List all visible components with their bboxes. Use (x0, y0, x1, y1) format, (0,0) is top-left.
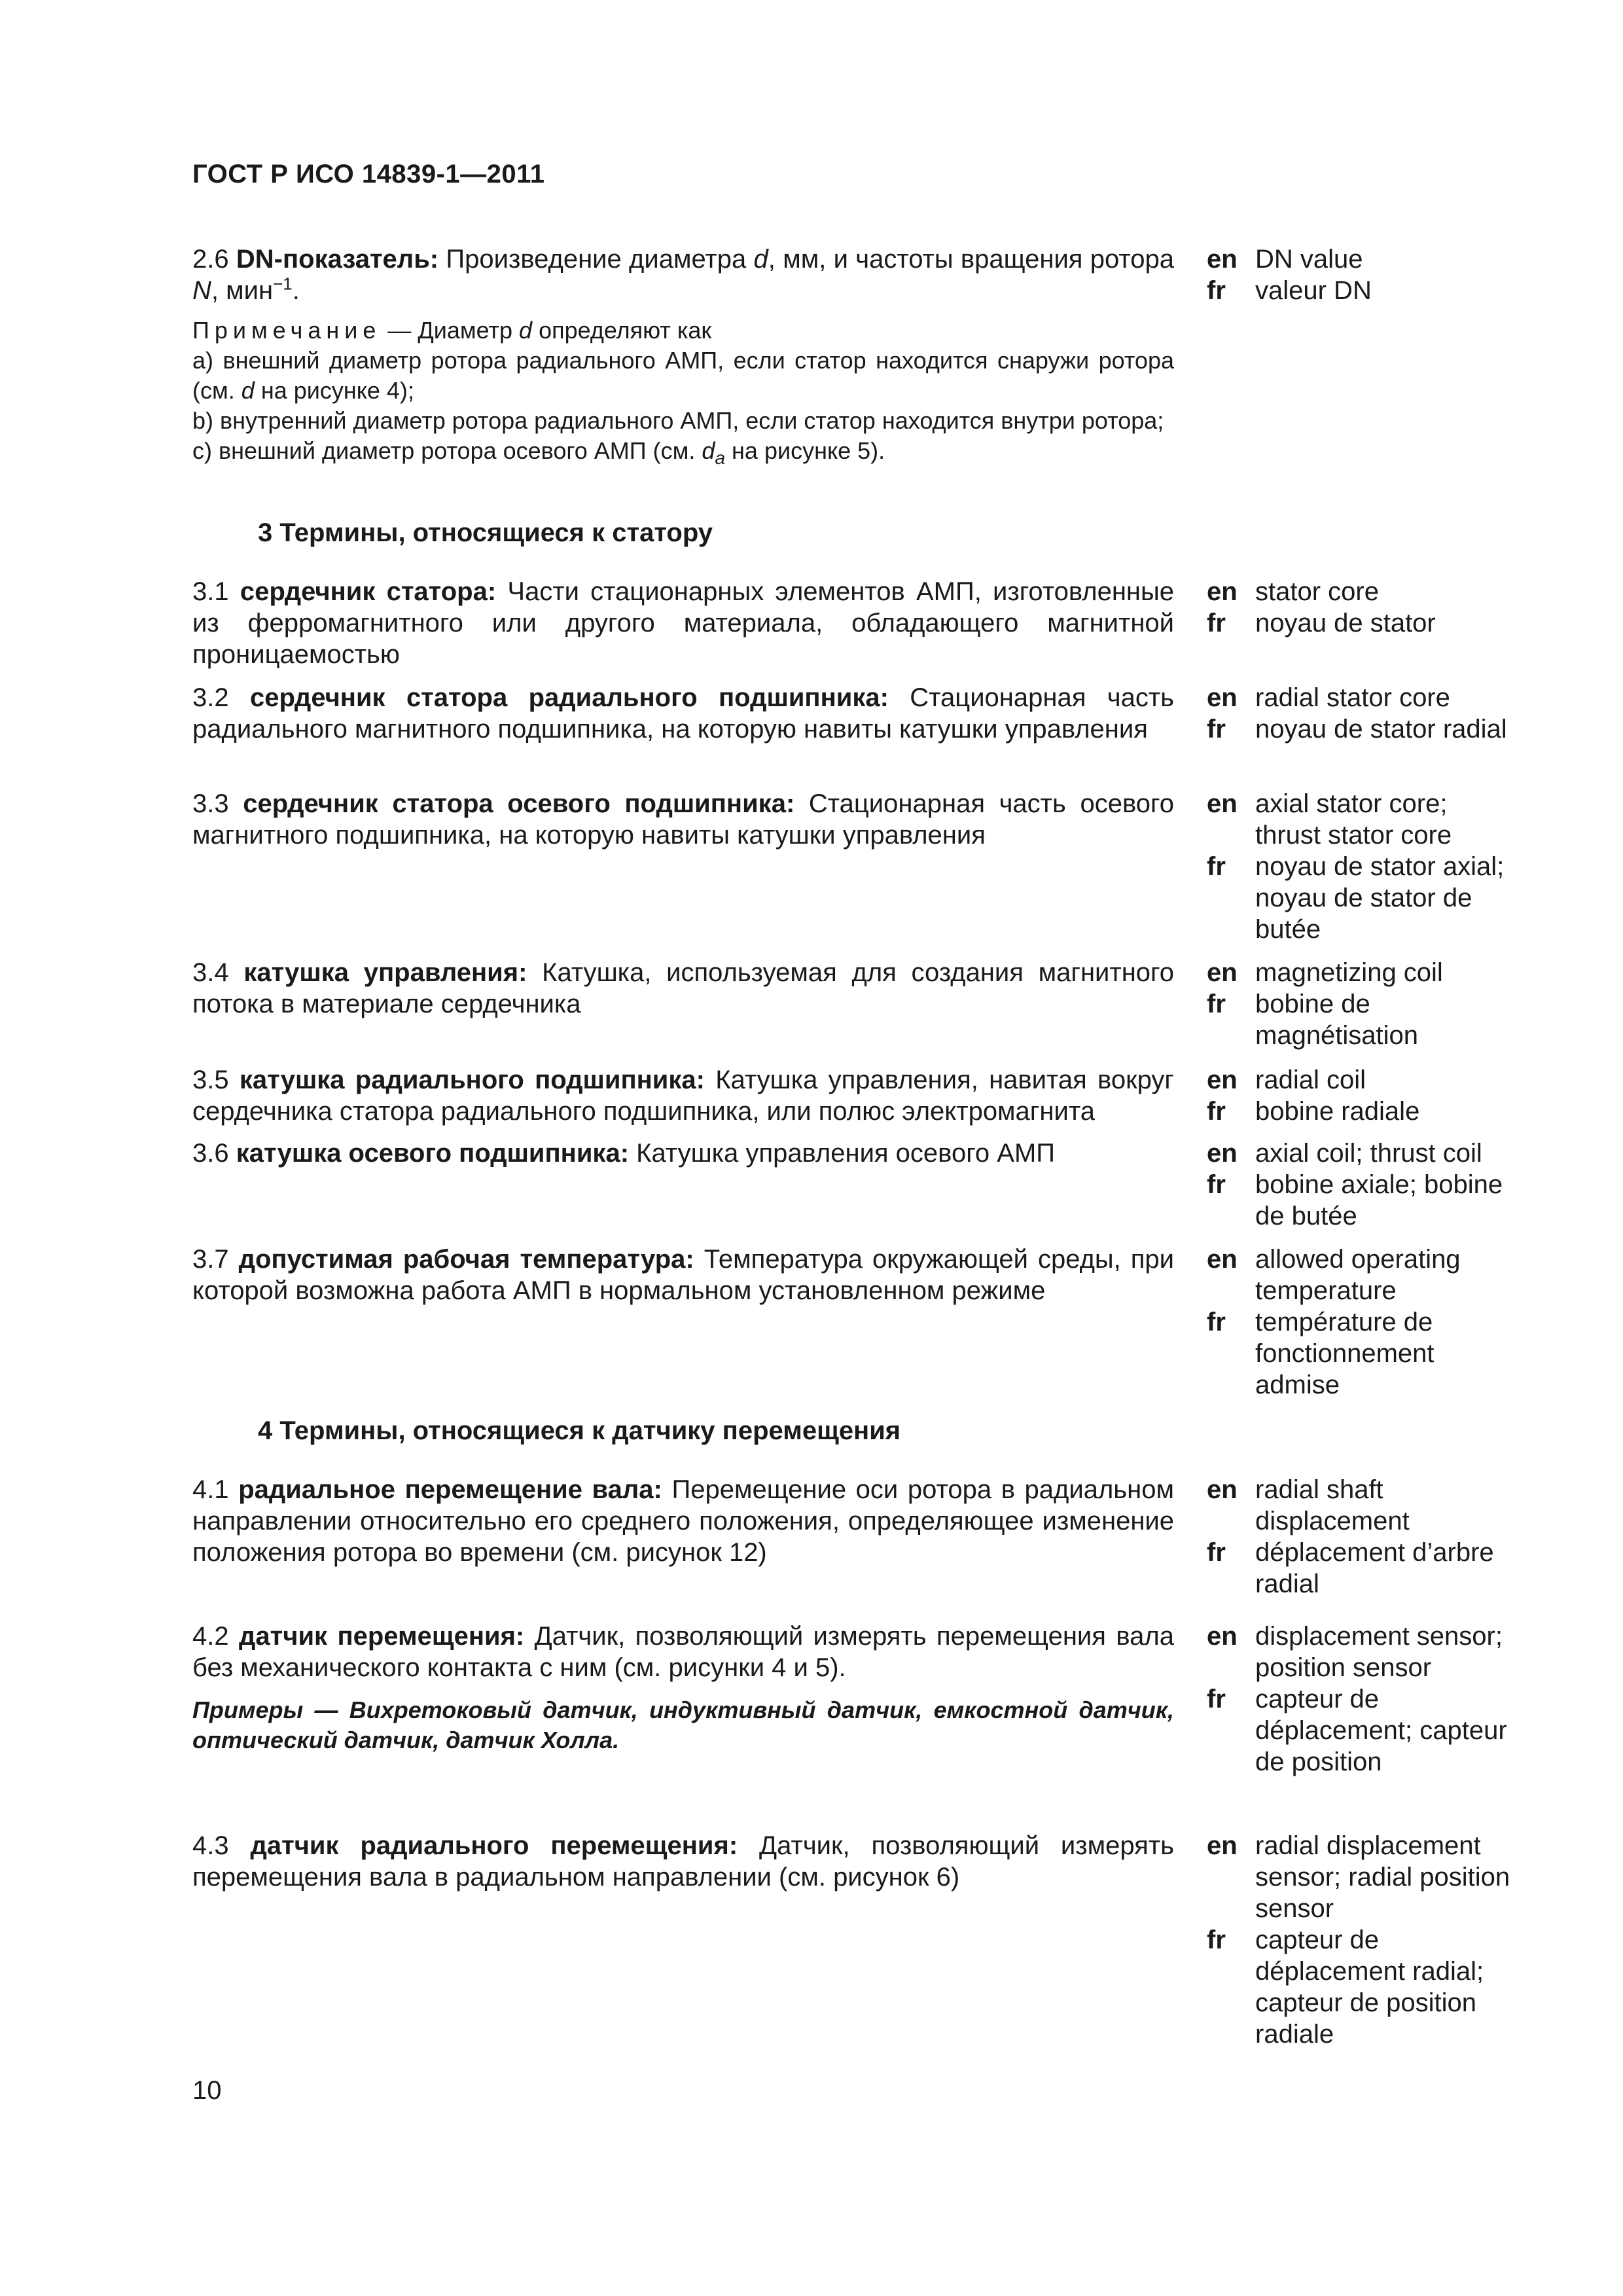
term-example: Примеры — Вихретоковый датчик, индуктивный датчик, емкостной датчик, оптический датчик, датчик Холла. (192, 1696, 1174, 1753)
term-name: катушка радиального подшипника: (239, 1066, 705, 1094)
term-fr: valeur DN (1255, 276, 1372, 305)
term-2-6 (192, 243, 1514, 469)
term-fr: noyau de stator (1255, 609, 1436, 637)
term-name: катушка управления: (243, 958, 527, 987)
term-en: stator core (1255, 577, 1379, 606)
term-en: magnetizing coil (1255, 958, 1443, 987)
term-en: radial displacement sensor; radial position sensor (1255, 1831, 1510, 1923)
term-fr: bobine de magnétisation (1255, 990, 1419, 1050)
term-name: датчик радиального перемещения: (250, 1831, 738, 1860)
term-name: катушка осевого подшипника: (236, 1139, 630, 1168)
term-3-5: 3.5 катушка радиального подшипника: Катушка управления, навитая вокруг сердечника статора радиального подшипника, или полюс электромагнита en radial coil fr bobine radiale (192, 1064, 1514, 1127)
term-name: сердечник статора радиального подшипника: (250, 683, 889, 712)
term-fr: noyau de stator radial (1255, 715, 1507, 744)
term-note: Примечание — Диаметр d определяют как a) внешний диаметр ротора радиального АМП, если статор находится снаружи ротора (см. d на рисунке 4); b) внутренний диаметр ротора радиального АМП, если статор находится внутри ротора; c) внешний диаметр ротора осевого АМП (см. $d_a$ на рисунке 5). (192, 317, 1174, 469)
term-name: датчик перемещения: (239, 1622, 525, 1651)
term-fr: bobine radiale (1255, 1097, 1420, 1126)
term-definition: Части стационарных элементов АМП, изготовленные из ферромагнитного или другого материала, обладающего магнитной проницаемостью (192, 577, 1174, 669)
term-3-6: 3.6 катушка осевого подшипника: Катушка управления осевого АМП en axial coil; thrust coil fr bobine axiale; bobine de butée (192, 1138, 1514, 1232)
term-3-2: 3.2 сердечник статора радиального подшипника: Стационарная часть радиального магнитного подшипника, на которую навиты катушки управления en radial stator core fr noyau de stator radial (192, 682, 1514, 745)
term-equivalents (1207, 243, 1514, 306)
term-3-1: 3.1 сердечник статора: Части стационарных элементов АМП, изготовленные из ферромагнитного или другого материала, обладающего магнитной проницаемостью en stator core fr noyau de stator (192, 576, 1514, 670)
term-fr: capteur de déplacement; capteur de position (1255, 1685, 1507, 1776)
lang-fr-label: fr (1207, 276, 1226, 305)
term-4-3: 4.3 датчик радиального перемещения: Датчик, позволяющий измерять перемещения вала в радиальном направлении (см. рисунок 6) en radial displacement sensor; radial position sensor fr capteur de déplacement radial; capteur de position radiale (192, 1830, 1514, 2050)
term-fr: déplacement d’arbre radial (1255, 1538, 1494, 1598)
term-fr: bobine axiale; bobine de butée (1255, 1170, 1503, 1230)
term-4-1: 4.1 радиальное перемещение вала: Перемещение оси ротора в радиальном направлении относительно его среднего положения, определяющее изменение положения ротора во времени (см. рисунок 12) en radial shaft displacement fr déplacement d’arbre radial (192, 1474, 1514, 1600)
section-title: 3 Термины, относящиеся к статору (258, 518, 713, 547)
term-4-2: 4.2 датчик перемещения: Датчик, позволяющий измерять перемещения вала без механического контакта с ним (см. рисунки 4 и 5). Примеры — Вихретоковый датчик, индуктивный датчик, емкостной датчик, оптический датчик, датчик Холла. en displacement sensor; position sensor fr capteur de déplacement; capteur de position (192, 1621, 1514, 1778)
term-definition: Перемещение оси ротора в радиальном направлении относительно его среднего положения, определяющее изменение положения ротора во времени (см. рисунок 12) (192, 1475, 1174, 1567)
term-name: DN-показатель: (236, 245, 439, 274)
term-definition: Температура окружающей среды, при которой возможна работа АМП в нормальном установленном режиме (192, 1245, 1174, 1305)
term-fr: noyau de stator axial; noyau de stator de butée (1255, 852, 1505, 944)
term-definition: Стационарная часть радиального магнитного подшипника, на которую навиты катушки управления (192, 683, 1175, 744)
page-number: 10 (192, 2076, 222, 2105)
term-3-4: 3.4 катушка управления: Катушка, используемая для создания магнитного потока в материале сердечника en magnetizing coil fr bobine de magnétisation (192, 957, 1514, 1051)
term-name: допустимая рабочая температура: (238, 1245, 694, 1274)
term-en: DN value (1255, 245, 1363, 274)
term-en: axial coil; thrust coil (1255, 1139, 1482, 1168)
term-definition: Датчик, позволяющий измерять перемещения вала без механического контакта с ним (см. рисунки 4 и 5). (192, 1622, 1174, 1682)
term-name: сердечник статора осевого подшипника: (243, 789, 795, 818)
lang-en-label: en (1207, 245, 1238, 274)
term-3-3: 3.3 сердечник статора осевого подшипника: Стационарная часть осевого магнитного подшипника, на которую навиты катушки управления en axial stator core; thrust stator core fr noyau de stator axial; noyau de stator de butée (192, 788, 1514, 945)
term-name: сердечник статора: (240, 577, 497, 606)
term-en: displacement sensor; position sensor (1255, 1622, 1503, 1682)
term-definition: Катушка управления, навитая вокруг сердечника статора радиального подшипника, или полюс электромагнита (192, 1066, 1174, 1126)
term-definition: Датчик, позволяющий измерять перемещения вала в радиальном направлении (см. рисунок 6) (192, 1831, 1174, 1892)
term-fr: température de fonctionnement admise (1255, 1308, 1435, 1399)
term-en: radial coil (1255, 1066, 1366, 1094)
term-definition: Стационарная часть осевого магнитного подшипника, на которую навиты катушки управления (192, 789, 1174, 850)
term-en: axial stator core; thrust stator core (1255, 789, 1452, 850)
term-definition: Катушка, используемая для создания магнитного потока в материале сердечника (192, 958, 1174, 1018)
term-definition: Катушка управления осевого АМП (636, 1139, 1056, 1168)
term-3-7: 3.7 допустимая рабочая температура: Температура окружающей среды, при которой возможна работа АМП в нормальном установленном режиме en allowed operating temperature fr température de fonctionnement admise (192, 1244, 1514, 1401)
term-en: radial shaft displacement (1255, 1475, 1410, 1535)
term-en: radial stator core (1255, 683, 1450, 712)
term-definition: 2.6 DN-показатель: Произведение диаметра d, мм, и частоты вращения ротора N, мин$^{-1}$. (192, 245, 1174, 305)
term-fr: capteur de déplacement radial; capteur de position radiale (1255, 1926, 1484, 2049)
document-header: ГОСТ Р ИСО 14839-1—2011 (192, 160, 545, 188)
section-title: 4 Термины, относящиеся к датчику перемещения (258, 1416, 901, 1445)
term-name: радиальное перемещение вала: (238, 1475, 662, 1504)
term-en: allowed operating temperature (1255, 1245, 1461, 1305)
